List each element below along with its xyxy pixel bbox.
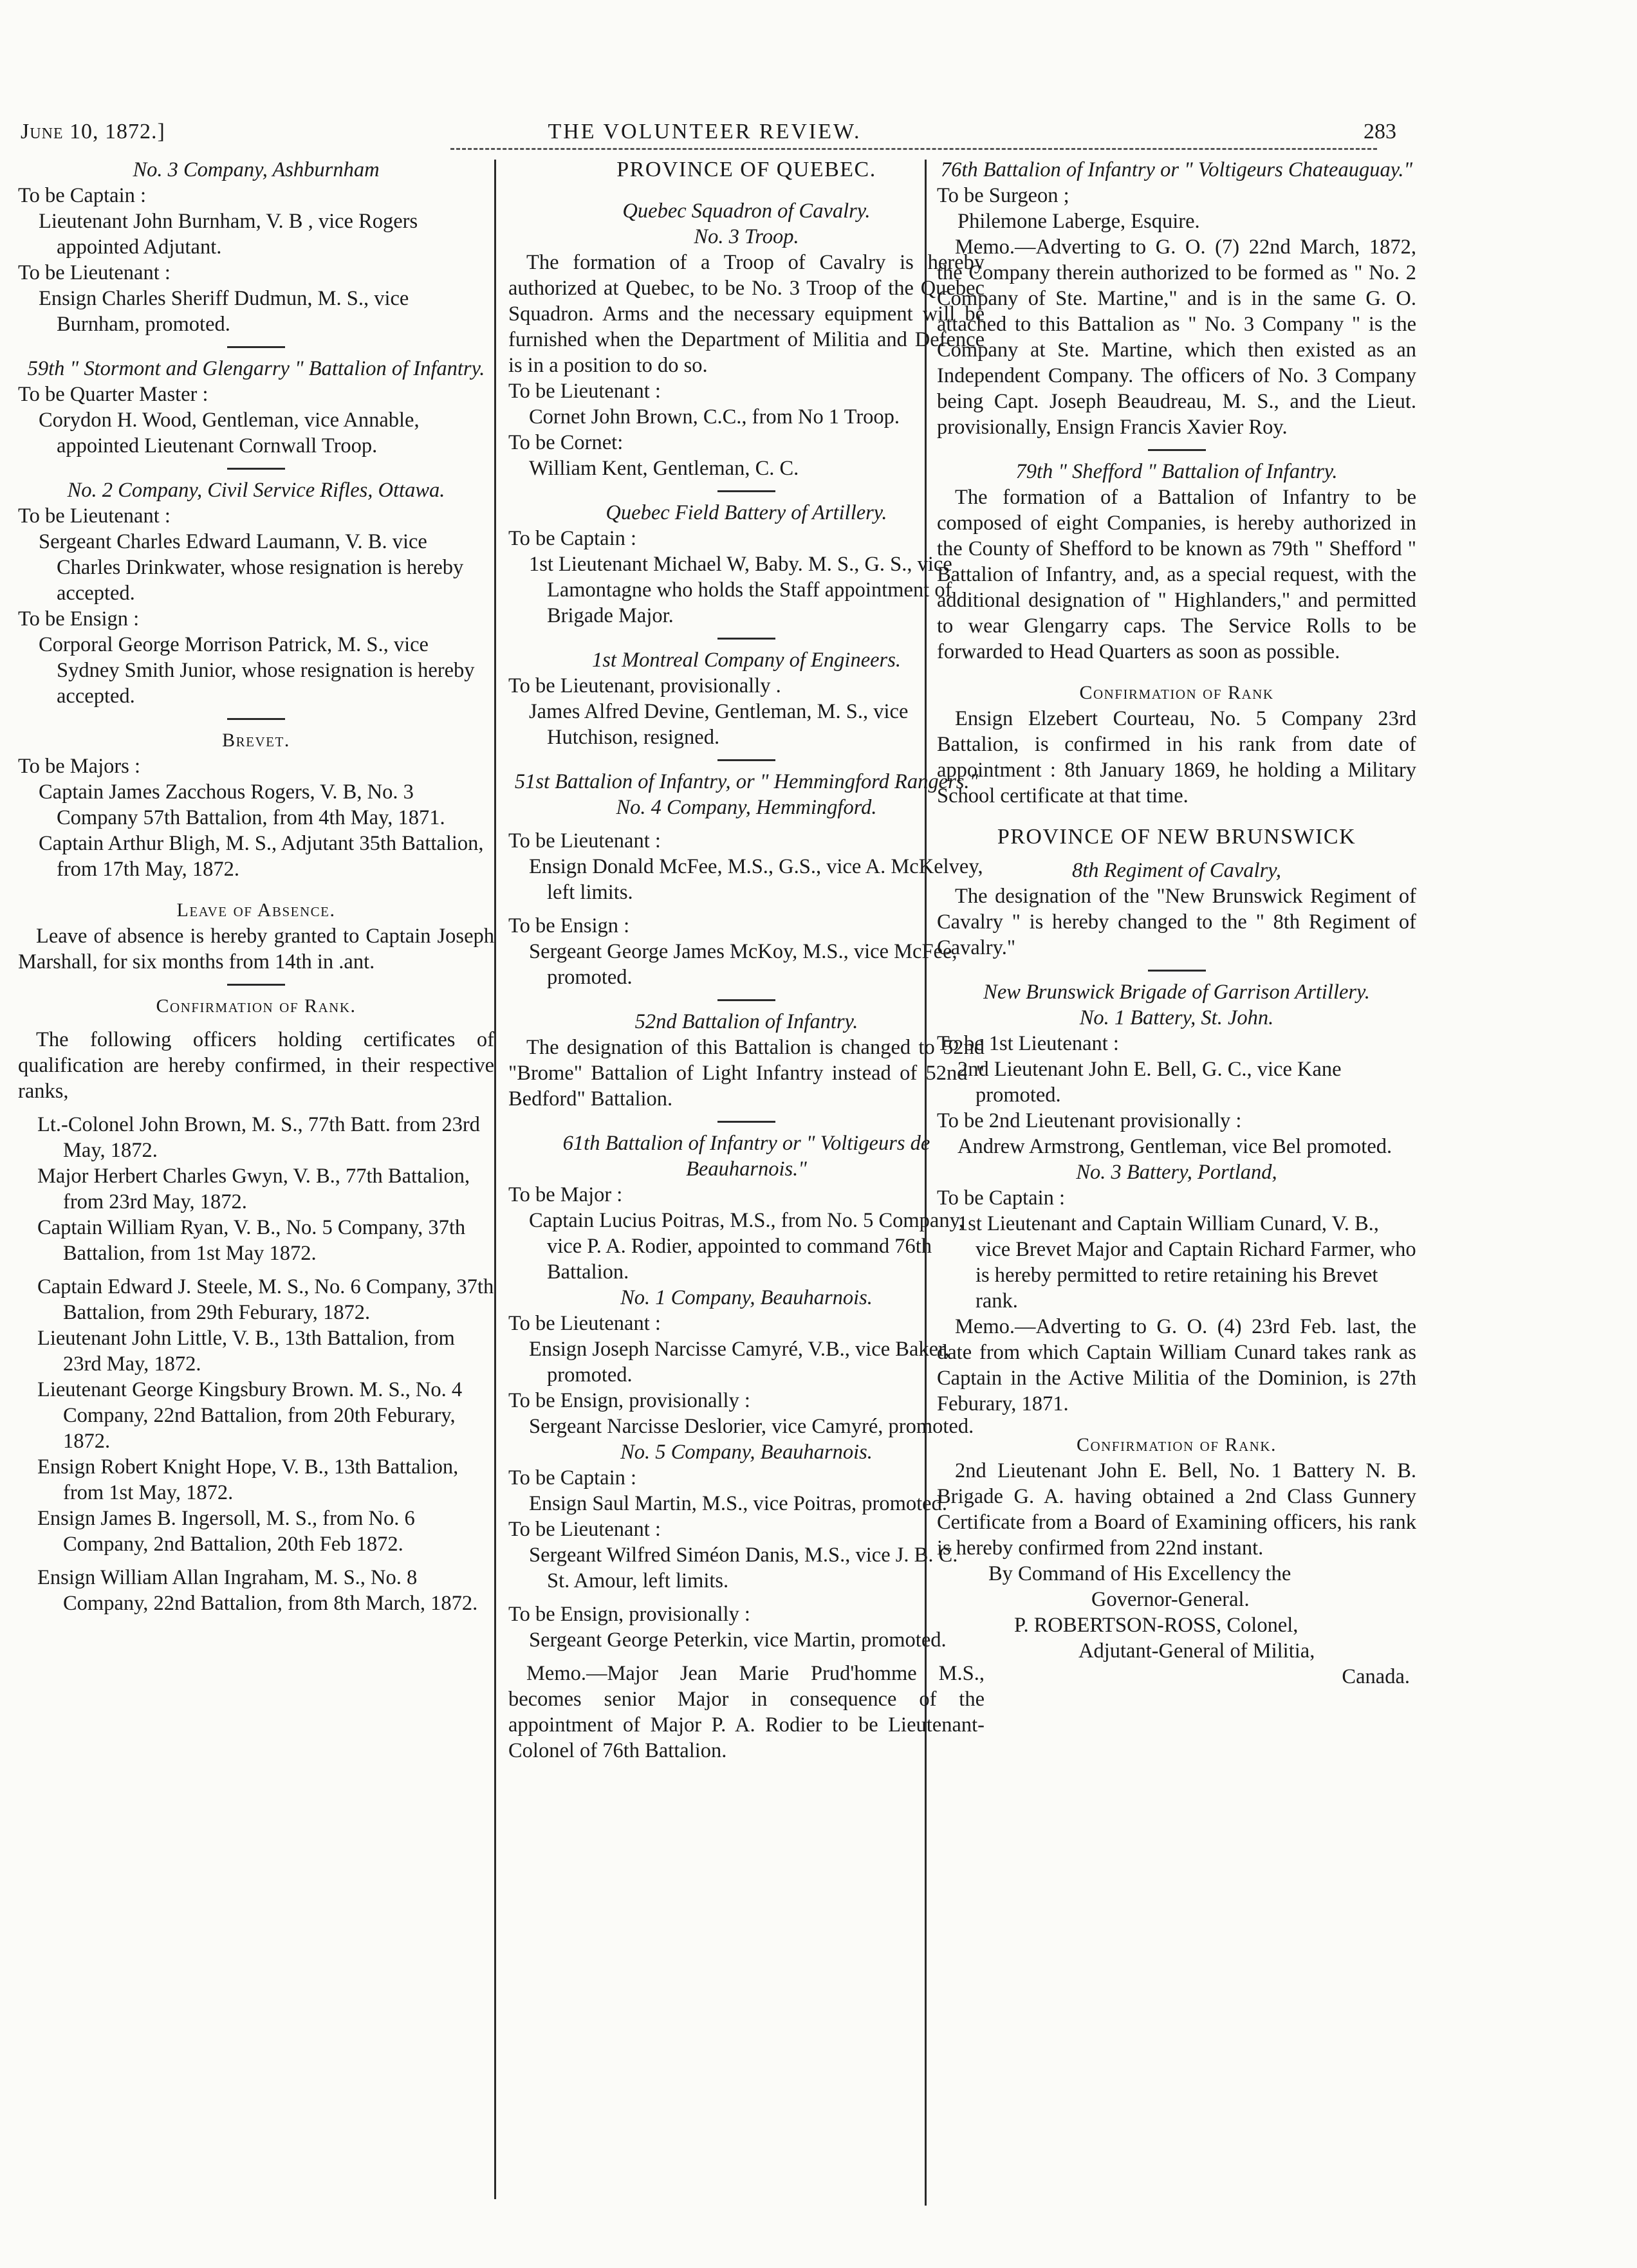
section-subheading: No. 3 Battery, Portland, [1076, 1161, 1277, 1184]
masthead [13, 116, 1396, 148]
section-separator [717, 490, 775, 492]
section-subheading: No. 1 Company, Beauharnois. [620, 1286, 873, 1309]
rank-label: To be Ensign : [508, 914, 630, 937]
province-heading: PROVINCE OF QUEBEC. [616, 158, 876, 181]
section-subheading: No. 1 Battery, St. John. [1079, 1006, 1274, 1029]
rank-label: To be Ensign, provisionally : [508, 1603, 750, 1626]
section-separator [227, 984, 285, 986]
section-separator [227, 346, 285, 348]
confirmation-entry: Lieutenant John Little, V. B., 13th Battalion, from 23rd May, 1872. [37, 1327, 455, 1376]
column-1 [18, 157, 494, 1616]
appointment-entry: Sergeant Narcisse Deslorier, vice Camyré, promoted. [529, 1415, 974, 1438]
appointment-entry: Lieutenant John Burnham, V. B , vice Rogers appointed Adjutant. [39, 210, 418, 259]
section-separator [717, 638, 775, 640]
section-separator [1148, 449, 1206, 451]
notice-paragraph: Ensign Elzebert Courteau, No. 5 Company 23rd Battalion, is confirmed in his rank from date of appointment : 8th January 1869, he holding a Military School certificate at that time. [937, 707, 1416, 807]
memo-paragraph: Memo.—Adverting to G. O. (7) 22nd March, 1872, the Company therein authorized to be formed as " No. 2 Company of Ste. Martine," and is in the same G. O. attached to this Battalion as " No. 3 Company " is the Company at Ste. Martine, which then existed as an Independent Company. The officers of No. 3 Company being Capt. Joseph Beaudreau, M. S., and the Lieut. provisionally, Ensign Francis Xavier Roy. [937, 235, 1416, 439]
notice-paragraph: The designation of this Battalion is changed to 52nd "Brome" Battalion of Light Infantry instead of 52nd " Bedford" Battalion. [508, 1036, 985, 1111]
appointment-entry: Cornet John Brown, C.C., from No 1 Troop. [529, 405, 900, 429]
appointment-entry: James Alfred Devine, Gentleman, M. S., vice Hutchison, resigned. [529, 700, 909, 749]
province-heading: PROVINCE OF NEW BRUNSWICK [997, 825, 1356, 849]
appointment-entry: William Kent, Gentleman, C. C. [529, 457, 799, 480]
signature-title: Adjutant-General of Militia, [1078, 1639, 1315, 1663]
appointment-entry: Ensign Saul Martin, M.S., vice Poitras, promoted. [529, 1492, 947, 1515]
section-heading: New Brunswick Brigade of Garrison Artillery. [983, 981, 1370, 1004]
signature-line: By Command of His Excellency the [988, 1562, 1291, 1585]
rank-label: To be 1st Lieutenant : [937, 1032, 1119, 1055]
section-heading: No. 2 Company, Civil Service Rifles, Ottawa. [67, 479, 445, 502]
appointment-entry: Corydon H. Wood, Gentleman, vice Annable, appointed Lieutenant Cornwall Troop. [39, 409, 420, 457]
section-heading: 1st Montreal Company of Engineers. [592, 649, 901, 672]
rank-label: To be Surgeon ; [937, 184, 1069, 207]
column-3 [937, 157, 1416, 1690]
rank-label: To be Captain : [508, 1466, 636, 1489]
appointment-entry: Philemone Laberge, Esquire. [957, 210, 1200, 233]
appointment-entry: Sergeant Wilfred Siméon Danis, M.S., vice J. B. C. St. Amour, left limits. [529, 1544, 958, 1592]
issue-date: June 10, 1872.] [21, 120, 165, 143]
rank-label: To be Lieutenant, provisionally . [508, 674, 781, 697]
section-heading: 8th Regiment of Cavalry, [1072, 859, 1281, 882]
section-heading: Confirmation of Rank. [156, 995, 356, 1017]
rank-label: To be Cornet: [508, 431, 624, 454]
section-heading: Leave of Absence. [176, 899, 336, 921]
appointment-entry: Ensign Joseph Narcisse Camyré, V.B., vice Baker, promoted. [529, 1338, 950, 1387]
appointment-entry: Sergeant George Peterkin, vice Martin, promoted. [529, 1628, 947, 1652]
section-heading: 59th " Stormont and Glengarry " Battalion of Infantry. [27, 357, 485, 380]
rank-label: To be Lieutenant : [18, 504, 171, 528]
section-separator [717, 759, 775, 761]
appointment-entry: 1st Lieutenant and Captain William Cunard, V. B., vice Brevet Major and Captain Richard Farmer, who is hereby permitted to retire retaining his Brevet rank. [957, 1212, 1416, 1313]
page-number: 283 [1364, 120, 1396, 143]
section-subheading: No. 3 Troop. [694, 225, 799, 248]
appointment-entry: Sergeant George James McKoy, M.S., vice McFee, promoted. [529, 940, 957, 989]
section-heading: 76th Battalion of Infantry or " Voltigeurs Chateauguay." [940, 158, 1413, 181]
notice-paragraph: The following officers holding certificates of qualification are hereby confirmed, in their respective ranks, [18, 1028, 494, 1103]
confirmation-entry: Ensign William Allan Ingraham, M. S., No. 8 Company, 22nd Battalion, from 8th March, 1872. [37, 1566, 478, 1615]
confirmation-entry: Major Herbert Charles Gwyn, V. B., 77th Battalion, from 23rd May, 1872. [37, 1165, 470, 1213]
confirmation-entry: Ensign James B. Ingersoll, M. S., from No. 6 Company, 2nd Battalion, 20th Feb 1872. [37, 1507, 415, 1556]
rank-label: To be Quarter Master : [18, 383, 208, 406]
rank-label: To be Major : [508, 1183, 623, 1206]
section-heading: Quebec Squadron of Cavalry. [622, 199, 871, 223]
appointment-entry: Ensign Donald McFee, M.S., G.S., vice A. McKelvey, left limits. [529, 855, 983, 904]
notice-paragraph: The designation of the "New Brunswick Regiment of Cavalry " is hereby changed to the " 8th Regiment of Cavalry." [937, 885, 1416, 959]
section-separator [717, 1121, 775, 1123]
appointment-entry: Captain James Zacchous Rogers, V. B, No. 3 Company 57th Battalion, from 4th May, 1871. [39, 780, 445, 829]
appointment-entry: Corporal George Morrison Patrick, M. S., vice Sydney Smith Junior, whose resignation is hereby accepted. [39, 633, 475, 708]
notice-paragraph: The formation of a Battalion of Infantry to be composed of eight Companies, is hereby authorized in the County of Shefford to be known as 79th " Shefford " Battalion of Infantry, and, as a special request, with the additional designation of " Highlanders," and permitted to wear Glengarry caps. The Service Rolls to be forwarded to Head Quarters as soon as possible. [937, 486, 1416, 663]
section-heading: Quebec Field Battery of Artillery. [606, 501, 887, 524]
publication-title: THE VOLUNTEER REVIEW. [548, 120, 862, 143]
rank-label: To be Captain : [508, 527, 636, 550]
rank-label: To be Lieutenant : [18, 261, 171, 284]
masthead-rule [450, 148, 1377, 150]
rank-label: To be Lieutenant : [508, 1518, 661, 1541]
section-separator [227, 718, 285, 720]
section-heading: Confirmation of Rank. [1076, 1434, 1277, 1455]
rank-label: To be 2nd Lieutenant provisionally : [937, 1109, 1242, 1132]
appointment-entry: Andrew Armstrong, Gentleman, vice Bel promoted. [957, 1135, 1392, 1158]
section-heading: 61th Battalion of Infantry or " Voltigeurs de Beauharnois." [562, 1132, 930, 1181]
section-heading: No. 3 Company, Ashburnham [133, 158, 380, 181]
section-subheading: No. 5 Company, Beauharnois. [620, 1441, 873, 1464]
memo-paragraph: Memo.—Major Jean Marie Prud'homme M.S., becomes senior Major in consequence of the appointment of Major P. A. Rodier to be Lieutenant-Colonel of 76th Battalion. [508, 1662, 985, 1762]
memo-paragraph: Memo.—Adverting to G. O. (4) 23rd Feb. last, the date from which Captain William Cunard takes rank as Captain in the Active Militia of the Dominion, is 27th Feburary, 1871. [937, 1315, 1416, 1415]
rank-label: To be Lieutenant : [508, 380, 661, 403]
notice-paragraph: 2nd Lieutenant John E. Bell, No. 1 Battery N. B. Brigade G. A. having obtained a 2nd Class Gunnery Certificate from a Board of Examining officers, his rank is hereby confirmed from 22nd instant. [937, 1459, 1416, 1560]
section-separator [227, 468, 285, 470]
confirmation-entry: Lieutenant George Kingsbury Brown. M. S., No. 4 Company, 22nd Battalion, from 20th Feburary, 1872. [37, 1378, 463, 1453]
confirmation-entry: Captain William Ryan, V. B., No. 5 Company, 37th Battalion, from 1st May 1872. [37, 1216, 466, 1265]
appointment-entry: Captain Arthur Bligh, M. S., Adjutant 35th Battalion, from 17th May, 1872. [39, 832, 484, 881]
appointment-entry: 1st Lieutenant Michael W, Baby. M. S., G. S., vice Lamontagne who holds the Staff appointment of Brigade Major. [529, 553, 952, 627]
rank-label: To be Lieutenant : [508, 1312, 661, 1335]
confirmation-entry: Captain Edward J. Steele, M. S., No. 6 Company, 37th Battalion, from 29th Feburary, 1872. [37, 1275, 494, 1324]
appointment-entry: Captain Lucius Poitras, M.S., from No. 5 Company, vice P. A. Rodier, appointed to command 76th Battalion. [529, 1209, 964, 1284]
column-2 [508, 157, 985, 1764]
appointment-entry: Ensign Charles Sheriff Dudmun, M. S., vice Burnham, promoted. [39, 287, 409, 336]
rank-label: To be Lieutenant : [508, 829, 661, 853]
section-separator [717, 999, 775, 1001]
section-heading: 79th " Shefford " Battalion of Infantry. [1015, 460, 1338, 483]
appointment-entry: 2nd Lieutenant John E. Bell, G. C., vice Kane promoted. [957, 1058, 1342, 1107]
signature-country: Canada. [1342, 1665, 1410, 1688]
notice-paragraph: Leave of absence is hereby granted to Captain Joseph Marshall, for six months from 14th in .ant. [18, 925, 494, 973]
section-heading: Confirmation of Rank [1079, 682, 1274, 703]
signature-line: Governor-General. [1091, 1588, 1250, 1611]
notice-paragraph: The formation of a Troop of Cavalry is hereby authorized at Quebec, to be No. 3 Troop of the Quebec Squadron. Arms and the necessary equipment will be furnished when the Department of Militia and Defence is in a position to do so. [508, 251, 985, 377]
section-heading: 52nd Battalion of Infantry. [634, 1010, 858, 1033]
rank-label: To be Captain : [937, 1186, 1065, 1210]
section-heading: Brevet. [222, 730, 290, 751]
column-rule-left [494, 160, 496, 2199]
rank-label: To be Majors : [18, 755, 140, 778]
rank-label: To be Captain : [18, 184, 146, 207]
section-heading: 51st Battalion of Infantry, or " Hemmingford Rangers." [514, 770, 979, 793]
rank-label: To be Ensign : [18, 607, 140, 631]
section-subheading: No. 4 Company, Hemmingford. [616, 796, 877, 819]
signature-name: P. ROBERTSON-ROSS, Colonel, [1014, 1614, 1299, 1637]
appointment-entry: Sergeant Charles Edward Laumann, V. B. vice Charles Drinkwater, whose resignation is hereby accepted. [39, 530, 464, 605]
rank-label: To be Ensign, provisionally : [508, 1389, 750, 1412]
section-separator [1148, 970, 1206, 972]
confirmation-entry: Ensign Robert Knight Hope, V. B., 13th Battalion, from 1st May, 1872. [37, 1455, 459, 1504]
confirmation-entry: Lt.-Colonel John Brown, M. S., 77th Batt. from 23rd May, 1872. [37, 1113, 480, 1162]
